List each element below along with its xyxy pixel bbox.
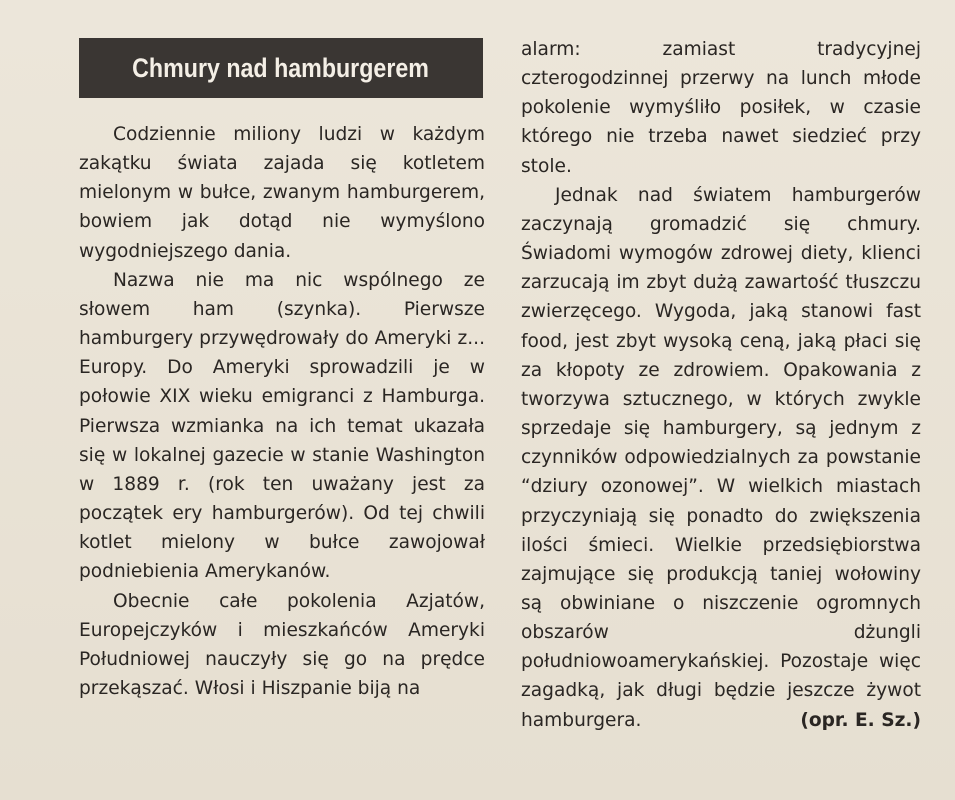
left-column: [79, 120, 485, 703]
headline: Chmury nad hamburgerem: [132, 52, 430, 83]
author-signature: (opr. E. Sz.): [800, 709, 921, 731]
paragraph: Obecnie całe pokolenia Azjatów, Europejczyków i mieszkańców Ameryki Południowej nauczyły się go na prędce przekąszać. Włosi i Hiszpanie biją na: [79, 590, 485, 699]
paragraph: Nazwa nie ma nic wspólnego ze słowem ham (szynka). Pierwsze hamburgery przywędrowały do Ameryki z... Europy. Do Ameryki sprowadzili je w połowie XIX wieku emigranci z Hamburga. Pierwsza wzmianka na ich temat ukazała się w lokalnej gazecie w stanie Washington w 1889 r. (rok ten uważany jest za początek ery hamburgerów). Od tej chwili kotlet mielony w bułce zawojował podniebienia Amerykanów.: [79, 269, 485, 583]
paragraph: Codziennie miliony ludzi w każdym zakątku świata zajada się kotletem mielonym w bułce, zwanym hamburgerem, bowiem jak dotąd nie wymyślono wygodniejszego dania.: [79, 124, 485, 262]
right-column: [521, 35, 921, 735]
paragraph: [521, 181, 921, 735]
paragraph-continuation: alarm: zamiast tradycyjnej czterogodzinnej przerwy na lunch młode pokolenie wymyśliło posiłek, w czasie którego nie trzeba nawet siedzieć przy stole.: [521, 39, 921, 177]
paragraph-text: Jednak nad światem hamburgerów zaczynają gromadzić się chmury. Świadomi wymogów zdrowej diety, klienci zarzucają im zbyt dużą zawartość tłuszczu zwierzęcego. Wygoda, jaką stanowi fast food, jest zbyt wysoką ceną, jaką płaci się za kłopoty ze zdrowiem. Opakowania z tworzywa sztucznego, w których zwykle sprzedaje się hamburgery, są jednym z czynników odpowiedzialnych za powstanie “dziury ozonowej”. W wielkich miastach przyczyniają się ponadto do zwiększenia ilości śmieci. Wielkie przedsiębiorstwa zajmujące się produkcją taniej wołowiny są obwiniane o niszczenie ogromnych obszarów dżungli południowoamerykańskiej. Pozostaje więc zagadką, jak długi będzie jeszcze żywot hamburgera.: [521, 184, 921, 731]
headline-banner: [79, 38, 483, 98]
